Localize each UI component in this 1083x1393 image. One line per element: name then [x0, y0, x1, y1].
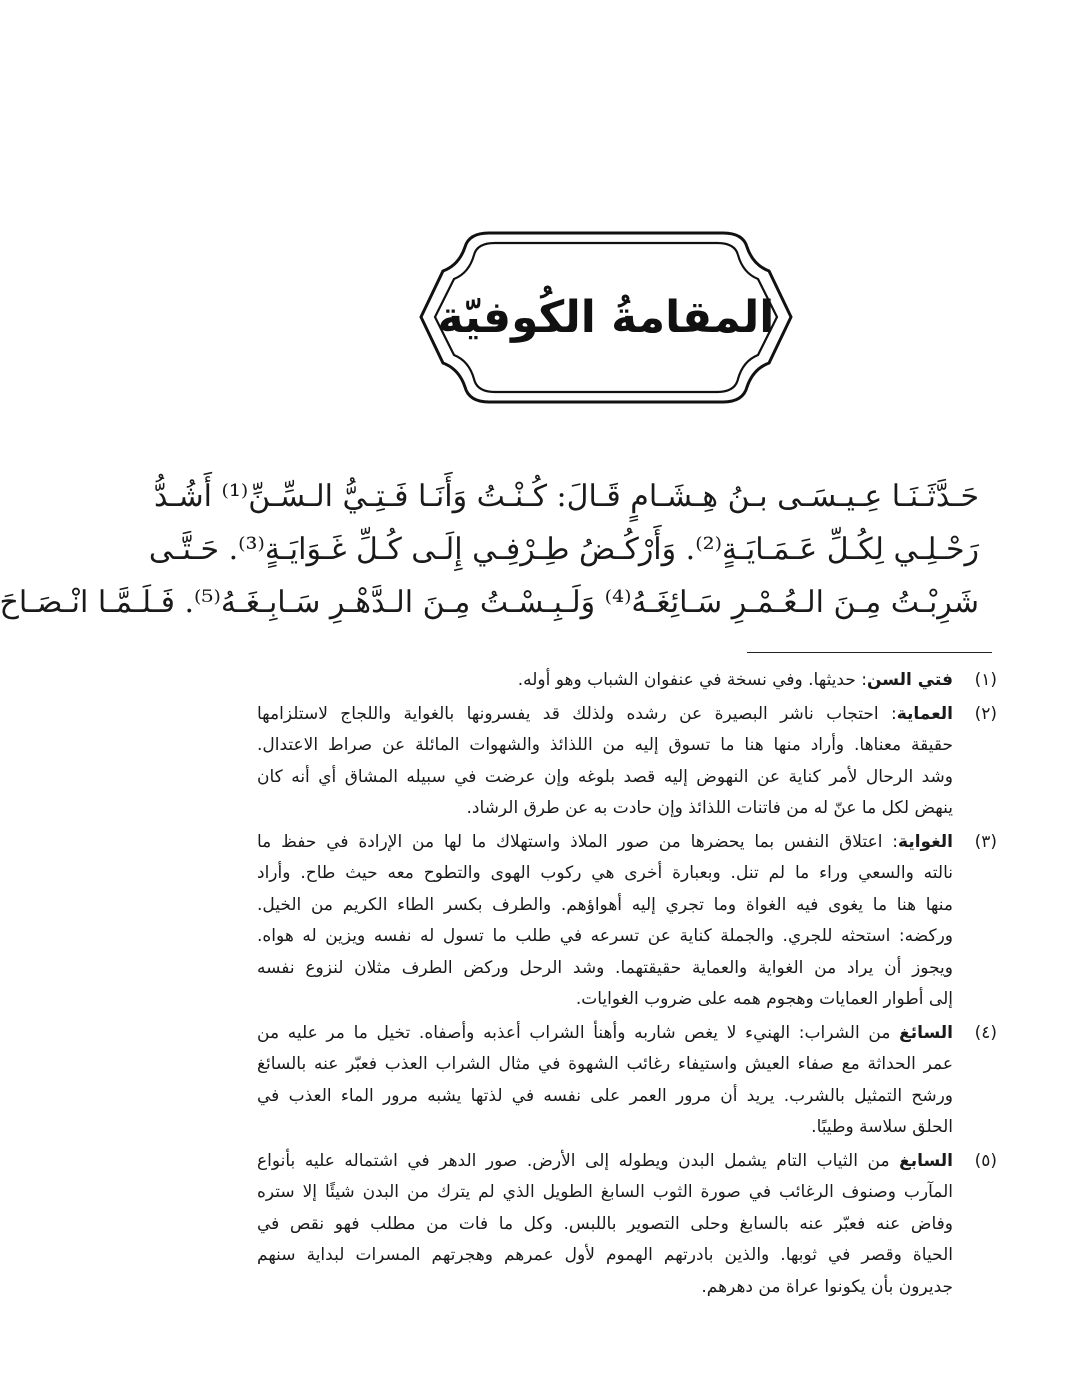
footnote-separator: [747, 652, 992, 653]
footnote-number: (٤): [974, 1022, 997, 1043]
footnote-text: من الشراب: الهنيء لا يغص شاربه وأهنأ الشراب أعذبه وأصفاه. تخيل ما مر عليه من: [257, 1022, 900, 1043]
footnote-line: المآرب وصنوف الرغائب في صورة الثوب السابغ الطويل الذي لم يترك من البدن شيئًا إلا ستره: [257, 1182, 953, 1202]
footnote-5: [257, 1146, 997, 1304]
footnote-line: حقيقة معناها. وأراد منها هنا ما تسوق إليه من اللذائذ والشهوات المائلة عن صراط الاعتدال.: [257, 735, 953, 755]
footnote-term: العماية: [896, 703, 953, 724]
title-frame: [417, 225, 795, 410]
footnote-line: ورشح التمثيل بالشرب. يريد أن مرور العمر على نفسه في لذتها يشبه مرور الماء العذب في: [257, 1085, 953, 1106]
footnote-text: : حديثها. وفي نسخة في عنفوان الشباب وهو أوله.: [517, 670, 867, 690]
main-text-line: رَحْـلِـي لِكُـلِّ عَـمَـايَـةٍ⁽²⁾. وَأَرْكُـضُ طِـرْفِـي إِلَـى كُـلِّ غَـوَايَـةٍ⁽³⁾. حَـتَّـى: [148, 532, 979, 567]
footnote-line: ينهض لكل ما عنّ له من فاتنات اللذائذ وإن حادت به عن طرق الرشاد.: [466, 798, 953, 818]
footnote-number: (١): [974, 670, 997, 690]
footnote-text: : احتجاب ناشر البصيرة عن رشده ولذلك قد يفسرونها بالغواية واللجاج لاستلزامها: [257, 703, 897, 724]
footnote-term: السائغ: [899, 1022, 953, 1043]
footnote-line: عمر الحداثة مع صفاء العيش واستيفاء رغائب الشهوة في مثال الشراب العذب فعبّر عنه بالسائغ: [257, 1054, 953, 1074]
footnote-line: جديرون بأن يكونوا عراة من دهرهم.: [701, 1276, 953, 1297]
footnote-number: (٢): [974, 703, 997, 724]
footnote-line: نالته والسعي وراء ما لم تنل. وبعبارة أخرى هي ركوب الهوى والتطوح معه حيث طاح. وأراد: [257, 863, 953, 883]
footnote-text: : اعتلاق النفس بما يحضرها من صور الملاذ واستهلاك ما لها من الإرادة في حفظ ما: [257, 831, 899, 852]
footnote-line: [257, 827, 953, 859]
footnote-line: [257, 665, 953, 697]
footnote-text: من الثياب التام يشمل البدن ويطوله إلى الأرض. صور الدهر في اشتماله عليه بأنواع: [257, 1150, 900, 1171]
footnote-line: [257, 1018, 953, 1050]
footnote-number: (٣): [974, 831, 997, 852]
footnote-line: منها هنا ما يغوى فيه الغواة وما تجري إليه أهواؤهم. والطرف بكسر الطاء الكريم من الخيل.: [257, 894, 953, 915]
footnote-term: السابغ: [899, 1150, 953, 1171]
footnote-line: الحلق سلاسة وطيبًا.: [811, 1117, 953, 1137]
footnote-4: [257, 1018, 997, 1144]
footnote-3: [257, 827, 997, 1016]
footnote-number: (٥): [974, 1150, 997, 1171]
footnote-line: وشد الرحال لأمر كناية عن النهوض إليه قصد بلوغه وإن عرضت في سبيله المشاق أي أنه كان: [257, 766, 953, 787]
footnote-term: فتي السن: [867, 670, 953, 690]
main-text-line: حَـدَّثَـنَـا عِـيـسَـى بـنُ هِـشَـامٍ قَـالَ: كُـنْـتُ وَأَنَـا فَـتِـيُّ الـسِّـنِّ⁽¹⁾ أَشُـدُّ: [153, 479, 979, 514]
footnote-line: إلى أطوار العمايات وهجوم همه على ضروب الغوايات.: [575, 989, 953, 1009]
footnote-2: [257, 699, 997, 825]
main-narrative: [0, 470, 979, 629]
footnote-line: وركضه: استحثه للجري. والجملة كناية عن تسرعه في طلب ما تسول له نفسه ويزين له هواه.: [257, 926, 953, 946]
main-text-line: شَرِبْـتُ مِـنَ الـعُـمْـرِ سَـائِغَـهُ⁽⁴⁾ وَلَـبِـسْـتُ مِـنَ الـدَّهْـرِ سَـابِـغَـهُ⁽⁵⁾. فَـلَـمَّـا انْـصَـاحَ: [0, 585, 979, 620]
footnote-line: وفاض عنه فعبّر عنه بالسابغ وحلى التصوير باللبس. وكل ما فات من مطلب فهو نقص في: [257, 1213, 953, 1234]
footnote-line: [257, 699, 953, 731]
chapter-title: المقامةُ الكُوفيّة: [437, 292, 775, 343]
footnote-term: الغواية: [898, 831, 953, 852]
footnotes-section: [257, 665, 997, 1305]
footnote-1: [257, 665, 997, 697]
footnote-line: ويجوز أن يراد من الغواية والعماية حقيقتهما. وشد الرحل وركض الطرف مثلان لنزوع نفسه: [257, 957, 953, 978]
footnote-line: الحياة وقصر في ثوبها. والذين بادرتهم الهموم لأول عمرهم وهجرتهم المسرات لبداية سنهم: [257, 1245, 953, 1265]
footnote-line: [257, 1146, 953, 1178]
